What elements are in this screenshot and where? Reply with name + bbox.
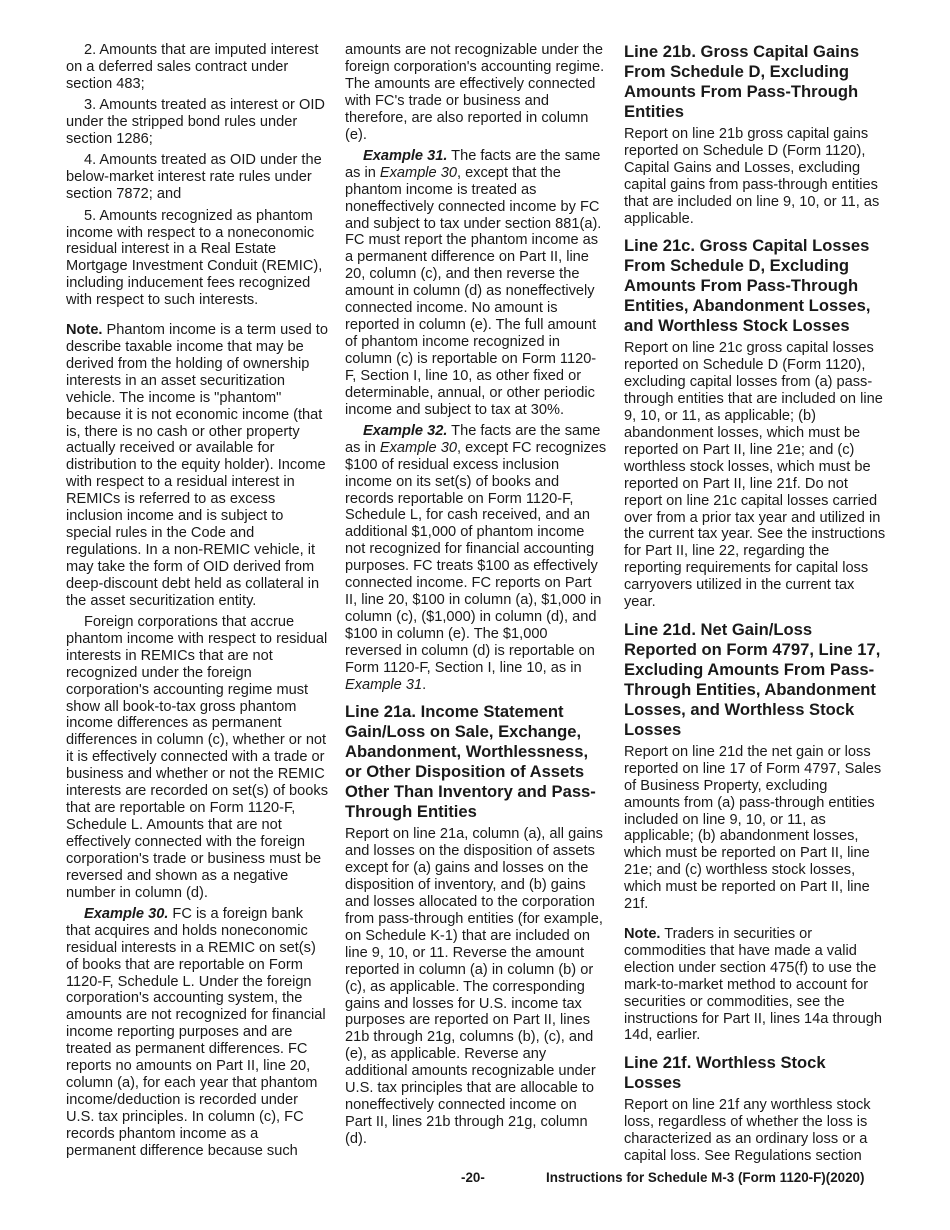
column-1 <box>66 42 328 1164</box>
paragraph: Report on line 21f any worthless stock loss, regardless of whether the loss is characterized as an ordinary loss or a capital loss. See Regulations section <box>624 1097 871 1165</box>
list-item: 4. Amounts treated as OID under the below-market interest rate rules under section 7872; and <box>66 152 322 203</box>
heading-line-21c: Line 21c. Gross Capital Losses From Schedule D, Excluding Amounts From Pass-Through Entities, Abandonment Losses, and Worthless Stock Losses <box>624 236 871 336</box>
list-item: 2. Amounts that are imputed interest on a deferred sales contract under section 483; <box>66 42 319 92</box>
paragraph: Report on line 21d the net gain or loss reported on line 17 of Form 4797, Sales of Business Property, excluding amounts from (a) pass-through entities included on line 9, 10, or 11, as applicable; (b) abandonment losses, which must be reported on Part II, line 21e; and (c) worthless stock losses, which must be reported on Part II, line 21f. <box>624 743 882 913</box>
heading-line-21f: Line 21f. Worthless Stock Losses <box>624 1053 826 1093</box>
paragraph: amounts are not recognizable under the foreign corporation's accounting regime. The amounts are effectively connected with FC's trade or business and therefore, are also reported in column (e). <box>345 42 605 143</box>
heading-line-21d: Line 21d. Net Gain/Loss Reported on Form 4797, Line 17, Excluding Amounts From Pass-Through Entities, Abandonment Losses, and Worthless Stock Losses <box>624 619 881 739</box>
heading-line-21a: Line 21a. Income Statement Gain/Loss on Sale, Exchange, Abandonment, Worthlessness, or Other Disposition of Assets Other Than Inventory and Pass-Through Entities <box>345 702 596 822</box>
example-label: Example 32. <box>363 422 448 439</box>
paragraph: Report on line 21c gross capital losses reported on Schedule D (Form 1120), excluding capital losses from (a) pass-through entities that are included on line 9, 10, or 11, as applicable; (b) abandonment losses, which must be reported on Part II, line 21e; and (c) worthless stock losses, which must be reported on Part II, line 21f. Do not report on line 21c capital losses carried over from a prior tax year and utilized in the current tax year. See the instructions for Part II, line 22, regarding the reporting requirements for capital loss carryovers utilized in the current tax year. <box>624 340 886 611</box>
example-label: Example 31. <box>363 147 448 164</box>
heading-line-21b: Line 21b. Gross Capital Gains From Schedule D, Excluding Amounts From Pass-Through Entities <box>624 42 860 121</box>
column-3 <box>624 42 886 1169</box>
example-30: Example 30. FC is a foreign bank that acquires and holds noneconomic residual interests in a REMIC on set(s) of books that are reportable on Form 1120-F, Schedule L. Under the foreign corporation's accounting system, the amounts are not recognized for financial income reporting purposes and are treated as permanent differences. FC reports no amounts on Part II, line 20, column (a), for each year that phantom income/deduction is recorded under U.S. tax principles. In column (c), FC records phantom income as a permanent difference because such <box>66 905 326 1159</box>
example-31: Example 31. The facts are the same as in Example 30, except that the phantom income is treated as noneffectively connected income by FC and subject to tax under section 881(a). FC must report the phantom income as a permanent difference on Part II, line 20, column (c), and then reverse the amount in column (d) as noneffectively connected income. No amount is reported in column (e). The full amount of phantom income recognized in column (c) is reportable on Form 1120-F, Section I, line 10, as other fixed or determinable, annual, or other periodic income and subject to tax at 30%. <box>345 147 602 418</box>
note-paragraph: Note. Phantom income is a term used to describe taxable income that may be derived from the holding of ownership interests in an asset securitization vehicle. The income is "phantom" because it is not economic income (that is, there is no cash or other property actually received or available for distribution to the equity holder). Income with respect to a residual interest in REMICs is referred to as excess inclusion income and is subject to special rules in the Code and regulations. In a non-REMIC vehicle, it may take the form of OID derived from deep-discount debt held as collateral in the asset securitization entity. <box>66 322 328 609</box>
example-32: Example 32. The facts are the same as in Example 30, except FC recognizes $100 of residual excess inclusion income on its set(s) of books and records reportable on Form 1120-F, Schedule L, for cash received, and an additional $1,000 of phantom income not recognized for financial accounting purposes. FC treats $100 as effectively connected income. FC reports on Part II, line 20, $100 in column (a), $1,000 in column (c), ($1,000) in column (d), and $100 in column (e). The $1,000 reversed in column (d) is reportable on Form 1120-F, Section I, line 10, as in Example 31. <box>345 422 607 693</box>
paragraph: Report on line 21b gross capital gains reported on Schedule D (Form 1120), Capital Gains and Losses, excluding capital gains from pass-through entities that are included on line 9, 10, or 11, as applicable. <box>624 126 880 227</box>
note-label: Note. <box>66 322 103 339</box>
column-2 <box>345 42 607 1152</box>
paragraph: Foreign corporations that accrue phantom income with respect to residual interests in REMICs that are not recognized under the foreign corporation's accounting regime must show all book-to-tax gross phantom income differences as permanent differences in column (c), whether or not it is effectively connected with a trade or business and whether or not the REMIC interests are recorded on set(s) of books that are reportable on Form 1120-F, Schedule L. Amounts that are not effectively connected with the foreign corporation's trade or business must be reversed and shown as a negative number in column (d). <box>66 614 329 901</box>
example-label: Example 30. <box>84 905 169 922</box>
footer-title: Instructions for Schedule M-3 (Form 1120-F)(2020) <box>546 1170 865 1185</box>
note-label: Note. <box>624 926 661 942</box>
list-item: 3. Amounts treated as interest or OID under the stripped bond rules under section 1286; <box>66 97 325 148</box>
note-paragraph: Note. Traders in securities or commodities that have made a valid election under section 475(f) to use the mark-to-market method to account for securities or commodities, see the instructions for Part II, lines 14a through 14d, earlier. <box>624 926 882 1044</box>
paragraph: Report on line 21a, column (a), all gains and losses on the disposition of assets except for (a) gains and losses on the disposition of inventory, and (b) gains and losses allocated to the corporation from pass-through entities (for example, on Schedule K-1) that are included on line 9, 10, or 11. Reverse the amount reported in column (a) in column (b) or (c), as applicable. The corresponding gains and losses for U.S. income tax purposes are reported on Part II, lines 21b through 21g, columns (b), (c), and (e), as applicable. Reverse any additional amounts recognizable under U.S. tax principles that are allocable to noneffectively connected income on Part II, lines 21b through 21g, column (d). <box>345 826 603 1147</box>
page-number: -20- <box>461 1170 485 1185</box>
list-item: 5. Amounts recognized as phantom income with respect to a noneconomic residual interest in a Real Estate Mortgage Investment Conduit (REMIC), including inducement fees recognized with respect to such interests. <box>66 207 323 309</box>
